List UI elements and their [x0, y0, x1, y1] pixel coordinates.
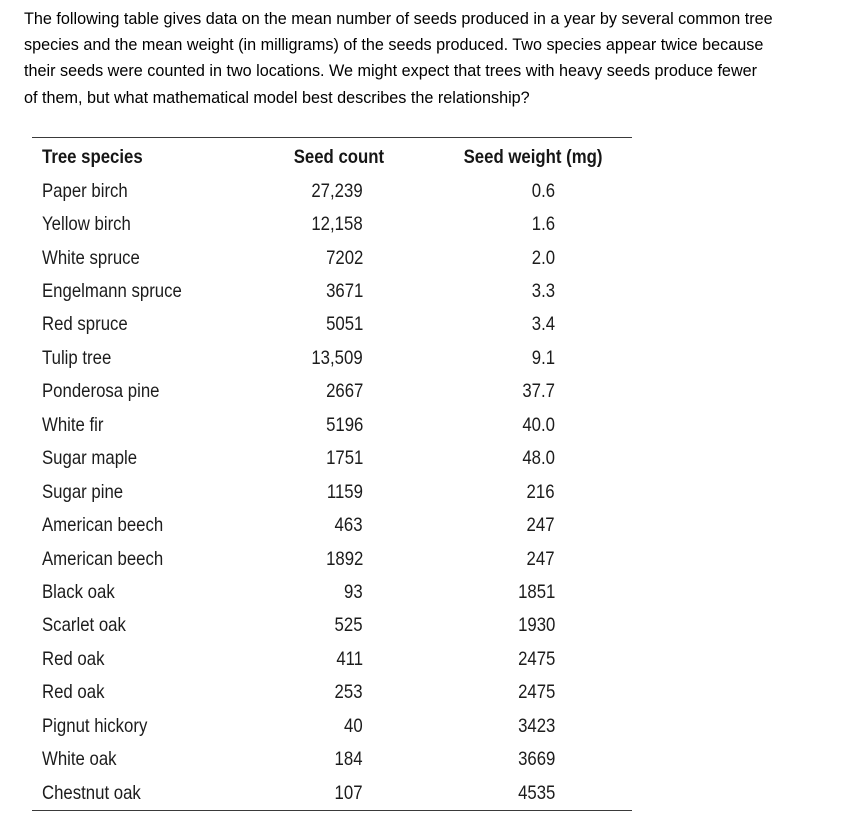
- cell-species: Red oak: [42, 681, 105, 704]
- cell-seed-weight: 216: [527, 480, 555, 503]
- table-row: [32, 342, 632, 375]
- cell-species: Chestnut oak: [42, 781, 141, 804]
- cell-seed-weight: 1851: [517, 581, 555, 603]
- cell-seed-count: 40: [344, 714, 363, 737]
- problem-line: species and the mean weight (in milligrams) of the seeds produced. Two species appear twice because: [24, 36, 764, 55]
- cell-seed-count: 2667: [325, 380, 363, 403]
- cell-seed-count: 253: [335, 681, 363, 704]
- table-row: [32, 609, 632, 642]
- cell-species: White oak: [42, 748, 117, 771]
- cell-species: Tulip tree: [42, 346, 112, 369]
- cell-seed-count: 1892: [325, 547, 363, 570]
- table-row: [32, 375, 632, 408]
- cell-seed-weight: 3669: [517, 748, 555, 771]
- table-row: [32, 208, 632, 241]
- cell-species: Yellow birch: [42, 213, 131, 236]
- cell-seed-count: 13,509: [311, 346, 363, 369]
- table-row: [32, 242, 632, 275]
- column-header-seed-count: Seed count: [293, 146, 384, 168]
- cell-seed-count: 411: [336, 647, 363, 670]
- cell-seed-count: 93: [344, 581, 363, 603]
- cell-species: Sugar pine: [42, 480, 124, 503]
- cell-species: Black oak: [42, 581, 115, 603]
- cell-species: Sugar maple: [42, 447, 138, 470]
- cell-seed-count: 107: [335, 781, 363, 804]
- cell-species: Paper birch: [42, 179, 128, 202]
- table-row: [32, 676, 632, 709]
- cell-seed-count: 1159: [326, 480, 363, 503]
- cell-seed-count: 3671: [325, 279, 363, 302]
- table-row: [32, 442, 632, 475]
- problem-statement: [24, 6, 824, 111]
- cell-seed-weight: 247: [527, 547, 555, 570]
- table-row: [32, 275, 632, 308]
- cell-seed-weight: 1930: [517, 614, 555, 637]
- table-bottom-rule: [32, 810, 632, 811]
- cell-species: White spruce: [42, 246, 140, 269]
- cell-seed-count: 27,239: [311, 179, 363, 202]
- cell-seed-weight: 37.7: [522, 380, 555, 403]
- cell-seed-count: 1751: [325, 447, 363, 470]
- cell-seed-weight: 2475: [517, 647, 555, 670]
- table-row: [32, 476, 632, 509]
- cell-seed-weight: 40.0: [522, 413, 555, 436]
- cell-species: American beech: [42, 514, 164, 537]
- cell-seed-count: 12,158: [311, 213, 363, 236]
- table-row: [32, 509, 632, 542]
- column-header-seed-weight: Seed weight (mg): [463, 146, 602, 168]
- cell-seed-weight: 2.0: [531, 246, 555, 269]
- table-row: [32, 743, 632, 776]
- cell-species: Red oak: [42, 647, 105, 670]
- table-top-rule: [32, 137, 632, 138]
- problem-line: The following table gives data on the mean number of seeds produced in a year by several common tree: [24, 10, 773, 28]
- table-row: [32, 576, 632, 609]
- table-row: [32, 175, 632, 208]
- cell-seed-weight: 4535: [517, 781, 555, 804]
- table-row: [32, 777, 632, 810]
- table-row: [32, 308, 632, 341]
- cell-seed-count: 525: [335, 614, 363, 637]
- problem-line: of them, but what mathematical model best describes the relationship?: [24, 88, 530, 107]
- cell-species: Engelmann spruce: [42, 279, 182, 302]
- column-header-species: Tree species: [42, 146, 143, 168]
- table-row: [32, 643, 632, 676]
- cell-seed-weight: 2475: [517, 681, 555, 704]
- cell-seed-weight: 9.1: [531, 346, 555, 369]
- cell-seed-weight: 48.0: [522, 447, 555, 470]
- cell-seed-weight: 0.6: [531, 179, 555, 202]
- cell-seed-weight: 3.3: [531, 279, 555, 302]
- cell-seed-count: 5051: [325, 313, 363, 336]
- cell-seed-count: 7202: [325, 246, 363, 269]
- table-row: [32, 710, 632, 743]
- table-row: [32, 543, 632, 576]
- table-row: [32, 409, 632, 442]
- cell-species: American beech: [42, 547, 164, 570]
- cell-species: Red spruce: [42, 313, 128, 336]
- cell-species: Ponderosa pine: [42, 380, 160, 403]
- cell-species: Scarlet oak: [42, 614, 126, 637]
- table-header-row: [32, 141, 632, 174]
- cell-seed-weight: 247: [527, 514, 555, 537]
- cell-species: White fir: [42, 413, 104, 436]
- cell-seed-weight: 3423: [517, 714, 555, 737]
- cell-seed-count: 463: [335, 514, 363, 537]
- cell-seed-count: 184: [335, 748, 363, 771]
- cell-seed-weight: 1.6: [531, 213, 555, 236]
- cell-species: Pignut hickory: [42, 714, 148, 737]
- cell-seed-count: 5196: [325, 413, 363, 436]
- problem-line: their seeds were counted in two locations. We might expect that trees with heavy seeds produce fewer: [24, 62, 758, 81]
- cell-seed-weight: 3.4: [531, 313, 555, 336]
